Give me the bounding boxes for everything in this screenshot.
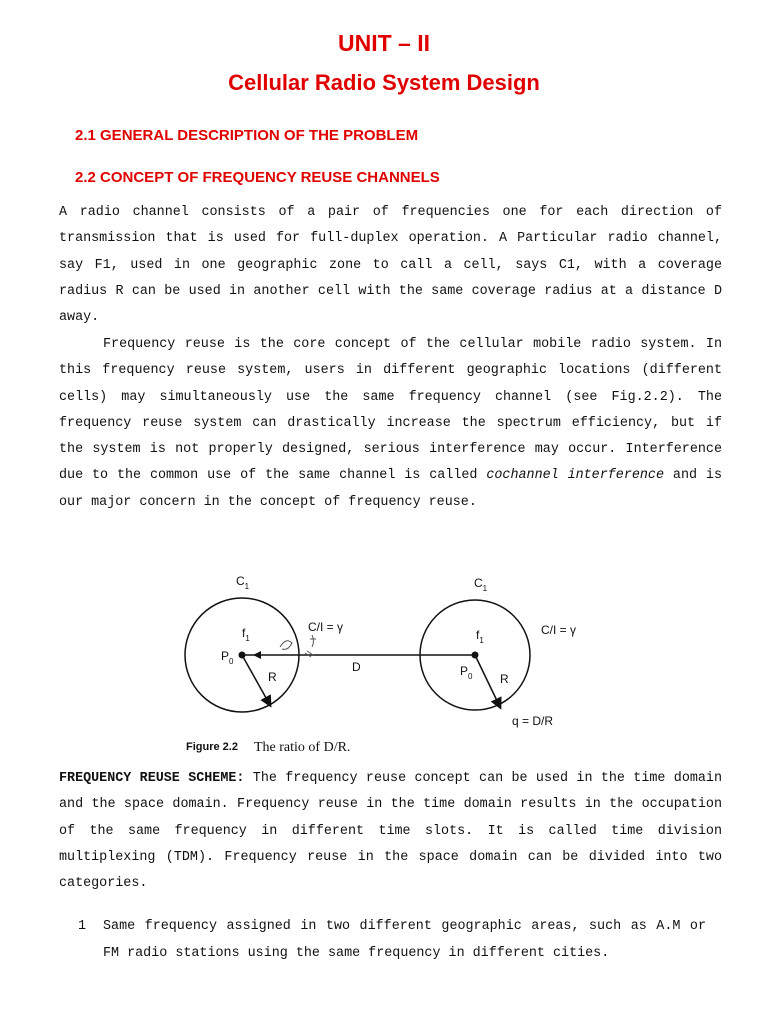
reuse-scheme-lead: FREQUENCY REUSE SCHEME: [59,771,245,786]
left-point-label: $P_0$ [221,649,234,666]
handwritten-c-mark [280,641,292,650]
distance-label: D [352,660,361,674]
unit-title: UNIT – II [337,30,430,56]
right-radius-label: R [500,672,509,686]
section-heading-2-1: 2.1 GENERAL DESCRIPTION OF THE PROBLEM [75,127,419,144]
left-radius-arrow [242,655,270,705]
paragraph-text: Frequency reuse is the core concept of the cellular mobile radio system. In this frequency reuse system, users in different geographic locations (different cells) may simultaneously use the same frequency channel (see Fig.2.2). The frequency reuse system can drastically increase the spectrum efficiency, but if the system is not properly designed, serious interference may occur. Interference due to the common use of the same channel is called [59,337,722,484]
reuse-scheme-text: The frequency reuse concept can be used in the time domain and the space domain. Frequency reuse in the time domain results in the occupation of the same frequency in different time slots. It is called time division multiplexing (TDM). Frequency reuse in the space domain can be divided into two categories. [59,771,722,892]
paragraph-reuse-scheme [59,766,722,897]
right-cell-label: $C_1$ [474,576,488,593]
list-number: 1 [78,919,87,934]
frequency-reuse-diagram [160,565,600,765]
list-item [78,913,706,967]
handwritten-i-mark [310,635,316,647]
ratio-label-right: C/I = γ [541,623,577,637]
figure-caption-label: Figure 2.2 [186,741,238,753]
left-frequency-label: $f_1$ [242,626,250,643]
section-heading-2-2: 2.2 CONCEPT OF FREQUENCY REUSE CHANNELS [75,169,440,186]
ratio-label-left: C/I = γ [308,620,344,634]
emphasis-cochannel: cochannel interference [486,468,665,484]
right-frequency-label: $f_1$ [476,628,484,645]
left-radius-label: R [268,670,277,684]
hatch-mark [305,651,313,657]
list-text: Same frequency assigned in two different geographic areas, such as A.M or FM radio stations using the same frequency in different cities. [103,919,706,961]
figure-caption-text: The ratio of D/R. [254,740,351,755]
chapter-title: Cellular Radio System Design [228,70,540,95]
right-radius-arrow [475,655,500,707]
paragraph-frequency-reuse [59,332,722,516]
figure-2-2 [160,565,600,765]
right-point-label: $P_0$ [460,664,473,681]
q-ratio-label: q = D/R [512,714,554,728]
paragraph-radio-channel: A radio channel consists of a pair of frequencies one for each direction of transmission that is used for full-duplex operation. A Particular radio channel, say F1, used in one geographic zone to call a cell, says C1, with a coverage radius R can be used in another cell with the same coverage radius at a distance D away. [59,205,722,326]
left-cell-label: $C_1$ [236,574,250,591]
paragraph-text-end: and is our major concern in the concept of frequency reuse. [59,468,722,510]
